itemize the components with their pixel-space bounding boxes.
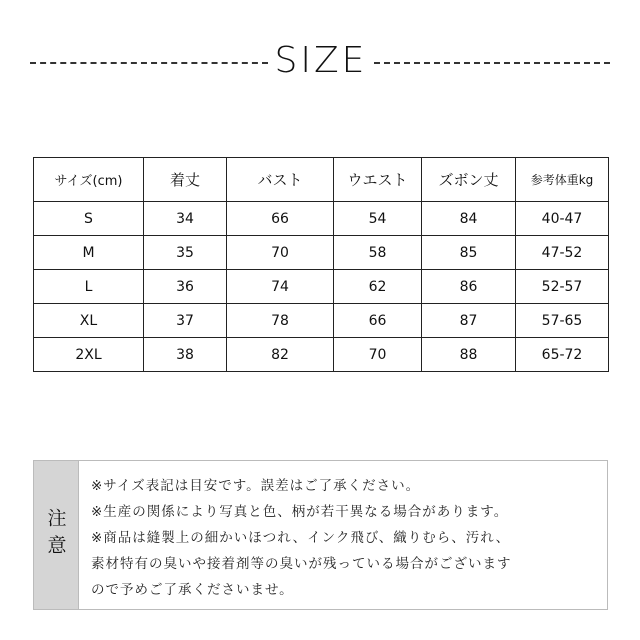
note-line: 素材特有の臭いや接着剤等の臭いが残っている場合がございます: [91, 556, 512, 572]
table-cell: 78: [227, 304, 334, 338]
table-cell: 85: [422, 236, 516, 270]
table-cell: L: [34, 270, 144, 304]
table-cell: 2XL: [34, 338, 144, 372]
table-cell: 34: [144, 202, 227, 236]
table-cell: 66: [227, 202, 334, 236]
table-cell: S: [34, 202, 144, 236]
table-cell: 74: [227, 270, 334, 304]
notes-box: [33, 460, 608, 610]
table-cell: 38: [144, 338, 227, 372]
table-cell: 87: [422, 304, 516, 338]
title-row: [0, 36, 640, 86]
table-cell: 36: [144, 270, 227, 304]
table-row: [34, 202, 609, 236]
header-size: サイズ(cm): [34, 158, 144, 202]
table-cell: 82: [227, 338, 334, 372]
page-title: SIZE: [274, 40, 368, 81]
table-cell: 88: [422, 338, 516, 372]
table-cell: 58: [334, 236, 422, 270]
table-cell: 70: [227, 236, 334, 270]
table-cell: 86: [422, 270, 516, 304]
table-cell: 84: [422, 202, 516, 236]
table-cell: 65-72: [516, 338, 609, 372]
note-line: ※サイズ表記は目安です。誤差はご了承ください。: [91, 478, 421, 494]
note-line: ※商品は縫製上の細かいほつれ、インク飛び、織りむら、汚れ、: [91, 530, 511, 546]
table-cell: 62: [334, 270, 422, 304]
size-table: [33, 157, 609, 372]
header-pants-length: ズボン丈: [422, 158, 516, 202]
notes-label: 注意: [34, 461, 79, 609]
header-bust: バスト: [227, 158, 334, 202]
header-weight: 参考体重kg: [516, 158, 609, 202]
header-length: 着丈: [144, 158, 227, 202]
table-row: [34, 270, 609, 304]
table-cell: 54: [334, 202, 422, 236]
table-header-row: [34, 158, 609, 202]
table-cell: 35: [144, 236, 227, 270]
table-cell: 40-47: [516, 202, 609, 236]
left-dashed-divider: [30, 62, 268, 64]
table-cell: 52-57: [516, 270, 609, 304]
table-cell: M: [34, 236, 144, 270]
table-row: [34, 338, 609, 372]
notes-body: [79, 461, 607, 609]
table-cell: 47-52: [516, 236, 609, 270]
table-row: [34, 304, 609, 338]
header-waist: ウエスト: [334, 158, 422, 202]
note-line: ※生産の関係により写真と色、柄が若干異なる場合があります。: [91, 504, 509, 520]
table-cell: 66: [334, 304, 422, 338]
table-cell: 37: [144, 304, 227, 338]
table-cell: 70: [334, 338, 422, 372]
table-cell: 57-65: [516, 304, 609, 338]
table-row: [34, 236, 609, 270]
right-dashed-divider: [374, 62, 610, 64]
table-cell: XL: [34, 304, 144, 338]
note-line: ので予めご了承くださいませ。: [91, 582, 294, 598]
